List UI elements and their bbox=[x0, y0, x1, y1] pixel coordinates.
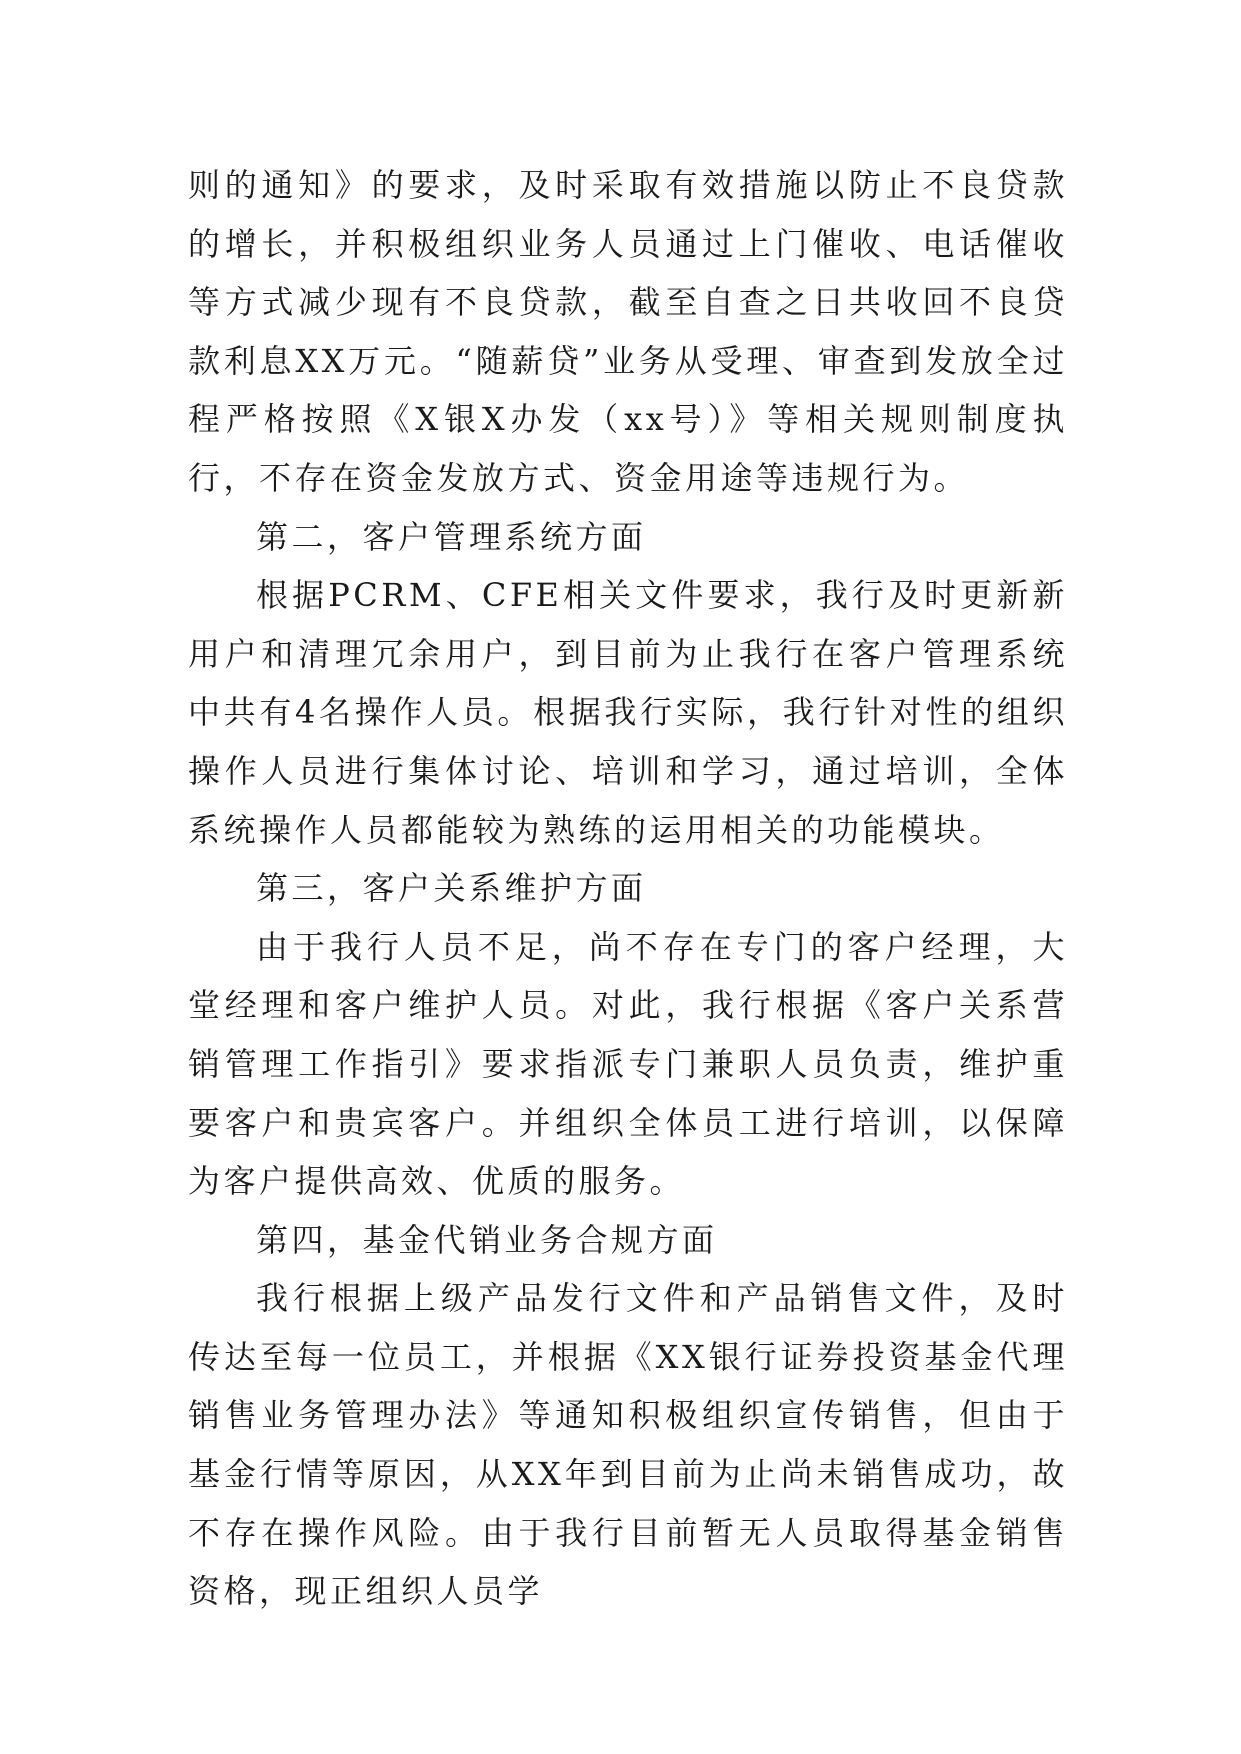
paragraph-fund-sales-compliance: 我行根据上级产品发行文件和产品销售文件，及时传达至每一位员工，并根据《XX银行证券投资基金代理销售业务管理办法》等通知积极组织宣传销售，但由于基金行情等原因，从XX年到目前为止尚未销售成功，故不存在操作风险。由于我行目前暂无人员取得基金销售资格，现正组织人员学 bbox=[188, 1279, 1068, 1611]
paragraph-loan-collection: 则的通知》的要求，及时采取有效措施以防止不良贷款的增长，并积极组织业务人员通过上门催收、电话催收等方式减少现有不良贷款，截至自查之日共收回不良贷款利息XX万元。“随薪贷”业务从受理、审查到发放全过程严格按照《X银X办发（xx号）》等相关规则制度执行，不存在资金发放方式、资金用途等违规行为。 bbox=[188, 166, 1068, 497]
heading-customer-management-system: 第二，客户管理系统方面 bbox=[256, 517, 647, 556]
paragraph-customer-relationship: 由于我行人员不足，尚不存在专门的客户经理，大堂经理和客户维护人员。对此，我行根据《客户关系营销管理工作指引》要求指派专门兼职人员负责，维护重要客户和贵宾客户。并组织全体员工进行培训，以保障为客户提供高效、优质的服务。 bbox=[188, 927, 1068, 1201]
heading-customer-relationship: 第三，客户关系维护方面 bbox=[256, 869, 647, 908]
heading-fund-sales-compliance: 第四，基金代销业务合规方面 bbox=[256, 1220, 718, 1259]
document-body bbox=[188, 156, 1068, 1621]
paragraph-customer-management-system: 根据PCRM、CFE相关文件要求，我行及时更新新用户和清理冗余用户，到目前为止我行在客户管理系统中共有4名操作人员。根据我行实际，我行针对性的组织操作人员进行集体讨论、培训和学习，通过培训，全体系统操作人员都能较为熟练的运用相关的功能模块。 bbox=[188, 576, 1068, 849]
